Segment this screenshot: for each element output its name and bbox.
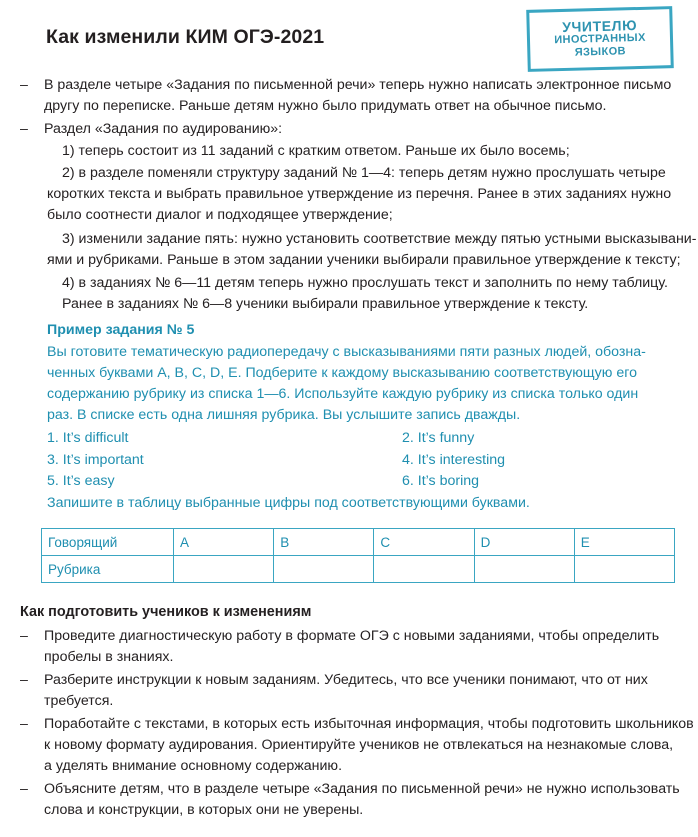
page-title: Как изменили КИМ ОГЭ-2021 (46, 26, 325, 48)
option-item: 2. It’s funny (402, 430, 475, 446)
bullet-text (44, 779, 680, 821)
bullet-dash: – (20, 716, 28, 732)
bullet-text (44, 75, 671, 117)
example-instructions (47, 342, 646, 426)
answer-cell[interactable] (374, 556, 474, 583)
option-item: 3. It’s important (47, 452, 144, 468)
text-line: содержанию рубрику из списка 1—6. Используйте каждую рубрику из списка только один (47, 386, 639, 402)
table-row (42, 529, 675, 556)
stamp-line: ЯЗЫКОВ (574, 45, 627, 59)
option-item: 1. It’s difficult (47, 430, 129, 446)
answer-cell[interactable] (274, 556, 374, 583)
text-line: ченных буквами A, B, C, D, E. Подберите к каждому высказыванию соответствующую его (47, 365, 637, 381)
bullet-dash: – (20, 77, 28, 93)
stamp-line: ИНОСТРАННЫХ (554, 31, 646, 47)
answer-cell[interactable] (474, 556, 574, 583)
text-line: пробелы в знаниях. (44, 649, 174, 665)
text-line: ями и рубриками. Раньше в этом задании ученики выбирали правильное утверждение к тексту; (47, 252, 681, 268)
table-header-cell: Говорящий (42, 529, 174, 556)
option-item: 5. It’s easy (47, 473, 115, 489)
section-heading: Как подготовить учеников к изменениям (20, 604, 312, 620)
bullet-dash: – (20, 781, 28, 797)
text-line: 3) изменили задание пять: нужно установить соответствие между пятью устными высказывани- (62, 231, 697, 247)
answer-cell[interactable] (174, 556, 274, 583)
sub-item: 1) теперь состоит из 11 заданий с кратким ответом. Раньше их было восемь; (62, 143, 570, 159)
example-heading: Пример задания № 5 (47, 322, 195, 338)
bullet-dash: – (20, 121, 28, 137)
text-line: раз. В списке есть одна лишняя рубрика. Вы услышите запись дважды. (47, 407, 521, 423)
table-row (42, 556, 675, 583)
text-line: Вы готовите тематическую радиопередачу с высказываниями пяти разных людей, обозна- (47, 344, 646, 360)
text-line: слова и конструкции, в которых они не уверены. (44, 802, 364, 818)
text-line: Объясните детям, что в разделе четыре «Задания по письменной речи» не нужно использовать (44, 781, 680, 797)
stamp-line: УЧИТЕЛЮ (561, 17, 638, 35)
text-line: Поработайте с текстами, в которых есть избыточная информация, чтобы подготовить школьников (44, 716, 694, 732)
text-line: Ранее в заданиях № 6—8 ученики выбирали правильное утверждение к тексту. (62, 296, 589, 312)
option-item: 4. It’s interesting (402, 452, 506, 468)
example-note: Запишите в таблицу выбранные цифры под соответствующими буквами. (47, 495, 530, 511)
stamp (526, 6, 674, 72)
text-line: Разберите инструкции к новым заданиям. Убедитесь, что все ученики понимают, что от них (44, 672, 648, 688)
bullet-text (44, 714, 694, 777)
table-letter-cell: E (574, 529, 674, 556)
bullet-text (44, 670, 648, 712)
text-line: к новому формату аудирования. Ориентируйте учеников не отвлекаться на незнакомые слова, (44, 737, 674, 753)
sub-item (47, 163, 671, 226)
text-line: другу по переписке. Раньше детям нужно было придумать ответ на обычное письмо. (44, 98, 607, 114)
text-line: требуется. (44, 693, 114, 709)
table-letter-cell: B (274, 529, 374, 556)
bullet-text (44, 626, 659, 668)
bullet-dash: – (20, 672, 28, 688)
table-letter-cell: D (474, 529, 574, 556)
text-line: было соотнести диалог и подходящее утверждение; (47, 207, 393, 223)
text-line: коротких текста и выбрать правильное утверждение из перечня. Ранее в этих заданиях нужно (47, 186, 672, 202)
option-item: 6. It’s boring (402, 473, 480, 489)
text-line: В разделе четыре «Задания по письменной речи» теперь нужно написать электронное письмо (44, 77, 672, 93)
text-line: а уделять внимание основному содержанию. (44, 758, 343, 774)
table-letter-cell: A (174, 529, 274, 556)
sub-item (47, 229, 696, 271)
table-header-cell: Рубрика (42, 556, 174, 583)
table-letter-cell: C (374, 529, 474, 556)
bullet-dash: – (20, 628, 28, 644)
text-line: 4) в заданиях № 6—11 детям теперь нужно прослушать текст и заполнить по нему таблицу. (62, 275, 668, 291)
sub-item (47, 273, 668, 315)
text-line: Проведите диагностическую работу в формате ОГЭ с новыми заданиями, чтобы определить (44, 628, 660, 644)
answer-table (41, 528, 675, 583)
bullet-text: Раздел «Задания по аудированию»: (44, 121, 283, 137)
text-line: 2) в разделе поменяли структуру заданий № 1—4: теперь детям нужно прослушать четыре (62, 165, 666, 181)
answer-cell[interactable] (574, 556, 674, 583)
